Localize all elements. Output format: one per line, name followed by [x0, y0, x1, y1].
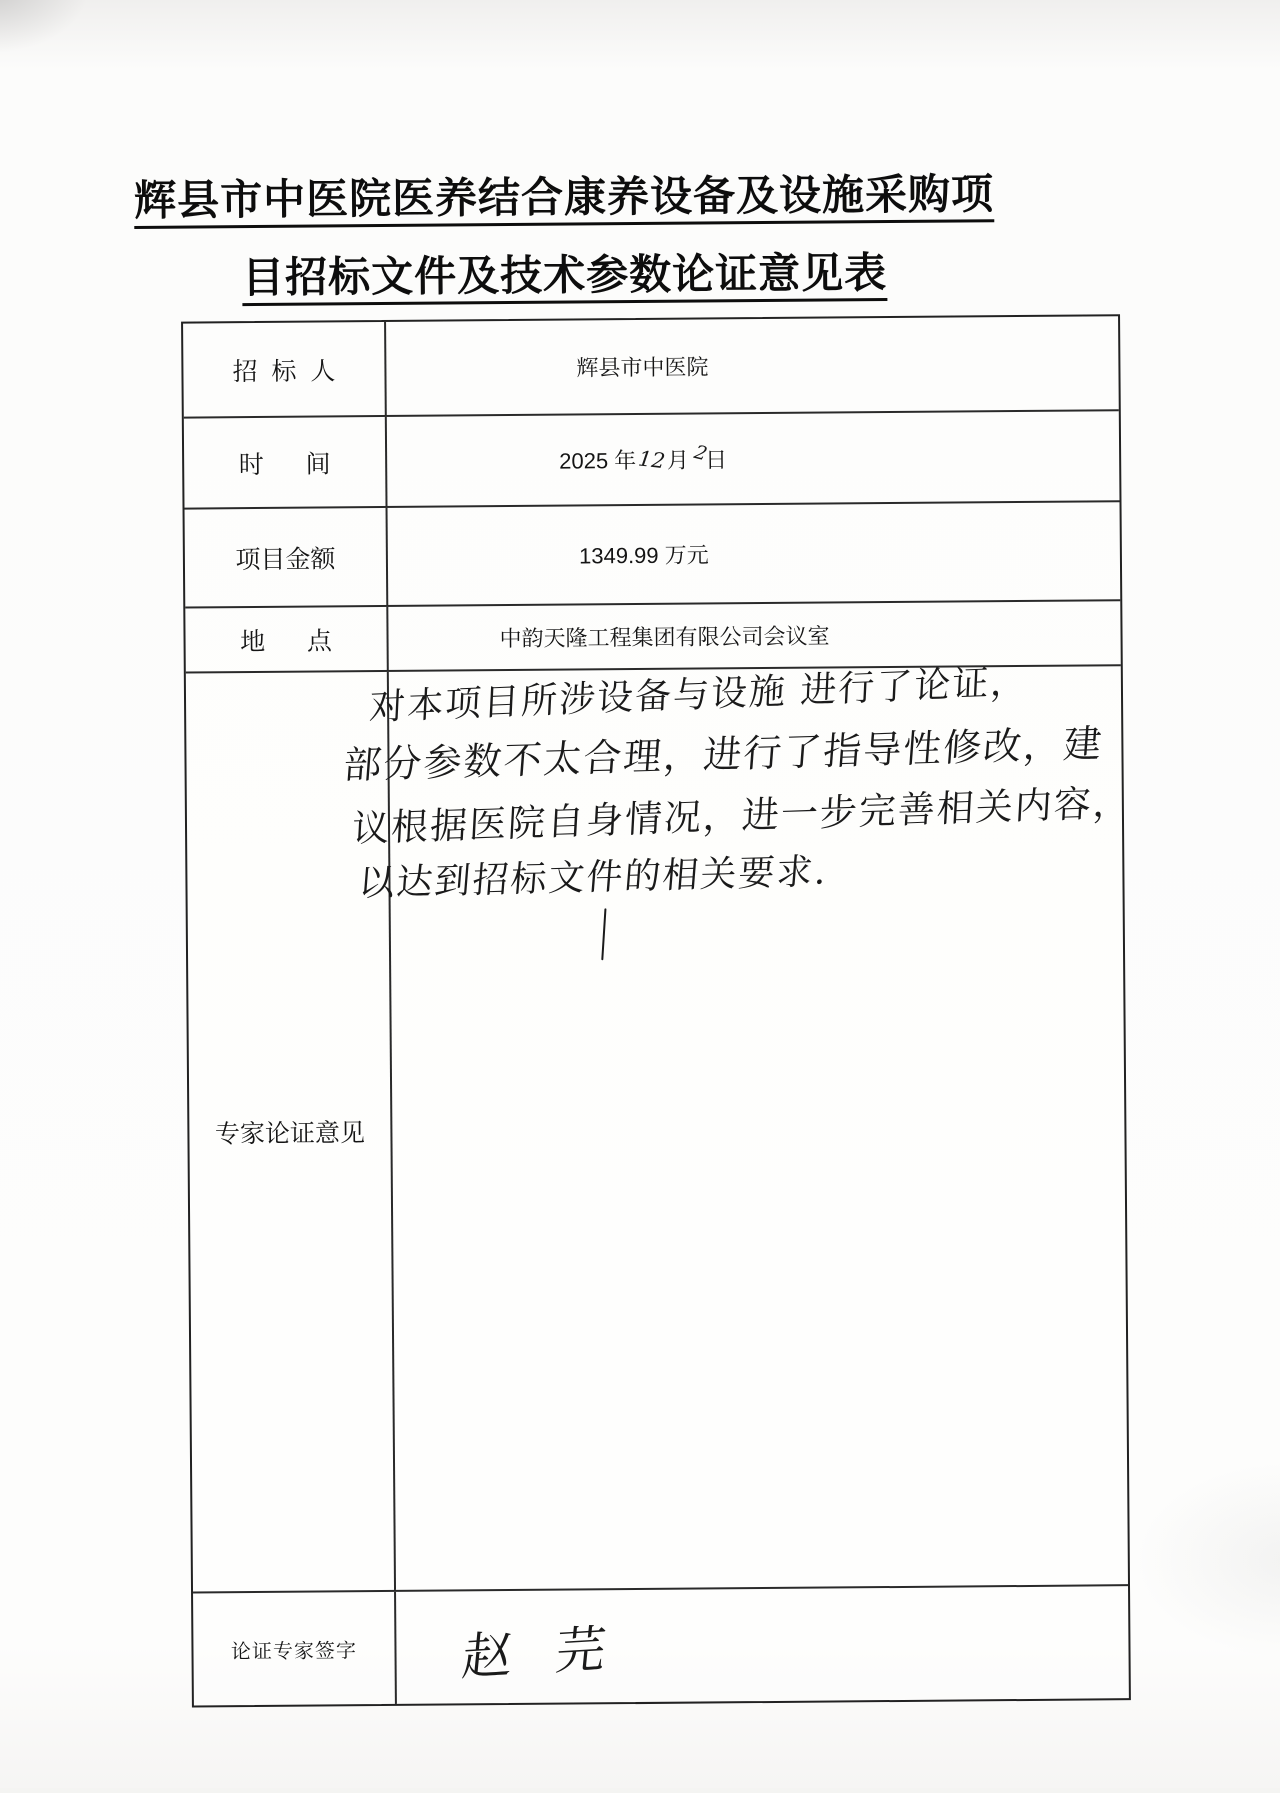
time-label: 时 间 [184, 417, 388, 508]
expert-signature-handwriting: 赵 芫 [459, 1618, 623, 1687]
opinion-form-table [181, 314, 1131, 1707]
location-value: 中韵天隆工程集团有限公司会议室 [499, 623, 830, 652]
amount-label: 项目金额 [185, 508, 389, 607]
document-title-line2-text: 目招标文件及技术参数论证意见表 [242, 249, 888, 302]
opinion-value [341, 661, 1133, 1590]
bidder-value: 辉县市中医院 [576, 354, 709, 381]
document-title-line1 [0, 154, 1134, 241]
time-year-printed: 2025 年 [559, 448, 637, 474]
opinion-handwritten-line: 部分参数不太合理，进行了指导性修改，建 [341, 721, 1106, 788]
time-month-printed: 月 [666, 447, 690, 473]
document-title-line2 [0, 232, 1135, 319]
opinion-label: 专家论证意见 [186, 672, 396, 1592]
bidder-label: 招 标 人 [183, 322, 387, 417]
table-row-opinion [186, 661, 1133, 1591]
table-row-amount [185, 500, 1121, 606]
opinion-handwritten-line: 对本项目所涉设备与设施 进行了论证， [368, 661, 1030, 729]
document-title [0, 154, 1135, 319]
time-day-handwritten: 2 [689, 441, 712, 465]
location-label: 地 点 [185, 607, 388, 672]
amount-value: 1349.99 万元 [578, 542, 709, 569]
time-month-handwritten: 12 [634, 446, 669, 473]
table-row-bidder [183, 316, 1119, 416]
time-day-printed: 日 [704, 447, 728, 473]
opinion-handwriting-area [341, 661, 1133, 1590]
pen-descender-stroke [601, 908, 606, 960]
opinion-handwritten-line: 议根据医院自身情况，进一步完善相关内容， [351, 780, 1133, 851]
table-row-signature [193, 1584, 1129, 1705]
table-row-time [184, 409, 1120, 507]
opinion-handwritten-line: 以达到招标文件的相关要求. [356, 851, 830, 905]
signature-value-cell [396, 1586, 1129, 1704]
table-row-location [185, 599, 1120, 671]
signature-label: 论证专家签字 [193, 1592, 397, 1706]
document-title-line1-text: 辉县市中医院医养结合康养设备及设施采购项 [133, 170, 995, 224]
time-value [387, 411, 1120, 506]
